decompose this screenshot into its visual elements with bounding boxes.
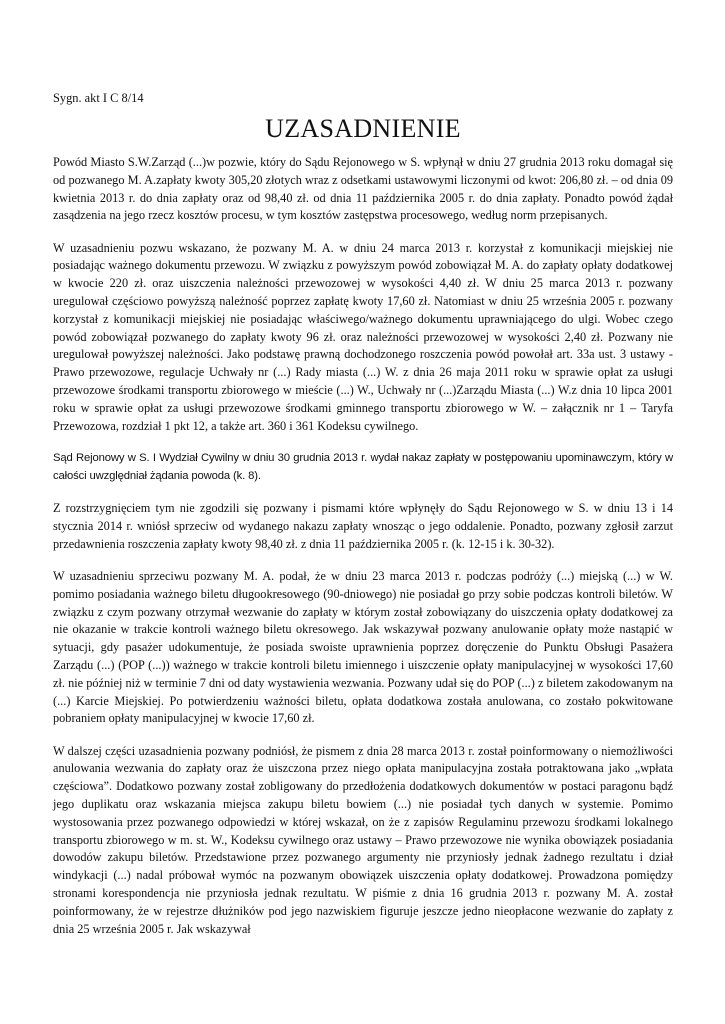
paragraph-claim: Powód Miasto S.W.Zarząd (...)w pozwie, który do Sądu Rejonowego w S. wpłynął w dniu 27 grudnia 2013 roku domagał się od pozwanego M. A.zapłaty kwoty 305,20 złotych wraz z odsetkami ustawowymi liczonymi od kwot: 206,80 zł. – od dnia 09 kwietnia 2013 r. do dnia zapłaty oraz od 98,40 zł. od dnia 11 października 2005 r. do dnia zapłaty. Ponadto powód żądał zasądzenia na jego rzecz kosztów procesu, w tym kosztów zastępstwa procesowego, według norm przepisanych.: [53, 155, 673, 223]
paragraph-payment-order: Sąd Rejonowy w S. I Wydział Cywilny w dniu 30 grudnia 2013 r. wydał nakaz zapłaty w postępowaniu upominawczym, który w całości uwzględniał żądania powoda (k. 8).: [53, 451, 673, 482]
paragraph-further-justification: W dalszej części uzasadnienia pozwany podniósł, że pismem z dnia 28 marca 2013 r. został poinformowany o niemożliwości anulowania wezwania do zapłaty oraz że uiszczona przez niego opłata manipulacyjna została potraktowana jako „wpłata częściowa”. Dodatkowo pozwany został zobligowany do przedłożenia dodatkowych dokumentów w postaci paragonu bądź jego duplikatu oraz wskazania miejsca zakupu biletu bowiem (...) nie posiadał tych danych w systemie. Pomimo wystosowania przez pozwanego odpowiedzi w której wskazał, on że z zapisów Regulaminu przewozu środkami lokalnego transportu zbiorowego w m. st. W., Kodeksu cywilnego oraz ustawy – Prawo przewozowe nie wynika obowiązek posiadania dowodów zakupu biletów. Przedstawione przez pozwanego argumenty nie przyniosły jednak żadnego rezultatu i dział windykacji (...) nadal próbował wymóc na pozwanym obowiązek uiszczenia opłaty dodatkowej. Prowadzona pomiędzy stronami korespondencja nie przyniosła jednak rezultatu. W piśmie z dnia 16 grudnia 2013 r. pozwany M. A. został poinformowany, że w rejestrze dłużników pod jego nazwiskiem figuruje jeszcze jedno nieopłacone wezwanie do zapłaty z dnia 25 września 2005 r. Jak wskazywał: [53, 743, 673, 936]
document-page: [53, 90, 673, 953]
paragraph-objection: Z rozstrzygnięciem tym nie zgodzili się pozwany i pismami które wpłynęły do Sądu Rejonowego w S. w dniu 13 i 14 stycznia 2014 r. wniósł sprzeciw od wydanego nakazu zapłaty wnosząc o jego oddalenie. Ponadto, pozwany zgłosił zarzut przedawnienia roszczenia zapłaty kwoty 98,40 zł. z dnia 11 października 2005 r. (k. 12-15 i k. 30-32).: [53, 501, 673, 551]
document-title: UZASADNIENIE: [265, 114, 461, 143]
case-signature: Sygn. akt I C 8/14: [53, 91, 144, 105]
paragraph-objection-justification: W uzasadnieniu sprzeciwu pozwany M. A. podał, że w dniu 23 marca 2013 r. podczas podróży (...) miejską (...) w W. pomimo posiadania ważnego biletu długookresowego (90-dniowego) nie posiadał go przy sobie podczas kontroli biletów. W związku z czym pozwany otrzymał wezwanie do zapłaty w którym został zobowiązany do uiszczenia opłaty dodatkowej za nie okazanie w trakcie kontroli ważnego biletu okresowego. Jak wskazywał pozwany anulowanie opłaty może nastąpić w sytuacji, gdy pasażer udokumentuje, że posiada swoiste uprawnienia poprzez doręczenie do Punktu Obsługi Pasażera Zarządu (...) (POP (...)) ważnego w trakcie kontroli biletu imiennego i uiszczenie opłaty manipulacyjnej w wysokości 17,60 zł. nie później niż w terminie 7 dni od daty wystawienia wezwania. Pozwany udał się do POP (...) z biletem zakodowanym na (...) Karcie Miejskiej. Po potwierdzeniu ważności biletu, opłata dodatkowa została anulowana, co zostało pokwitowane pobraniem opłaty manipulacyjnej w kwocie 17,60 zł.: [53, 568, 673, 726]
paragraph-claim-justification: W uzasadnieniu pozwu wskazano, że pozwany M. A. w dniu 24 marca 2013 r. korzystał z komunikacji miejskiej nie posiadając ważnego dokumentu przewozu. W związku z powyższym powód zobowiązał M. A. do zapłaty opłaty dodatkowej w kwocie 220 zł. oraz uiszczenia należności przewozowej w wysokości 4,40 zł. W dniu 25 marca 2013 r. pozwany uregulował częściowo powyższą należność poprzez zapłatę kwoty 17,60 zł. Natomiast w dniu 25 września 2005 r. pozwany korzystał z komunikacji miejskiej nie posiadając właściwego/ważnego dokumentu uprawniającego do ulgi. Wobec czego powód zobowiązał pozwanego do zapłaty kwoty 96 zł. oraz należności przewozowej w wysokości 2,40 zł. Pozwany nie uregulował powyższej należności. Jako podstawę prawną dochodzonego roszczenia powód powołał art. 33a ust. 3 ustawy - Prawo przewozowe, regulacje Uchwały nr (...) Rady miasta (...) W. z dnia 26 maja 2011 roku w sprawie opłat za usługi przewozowe środkami transportu zbiorowego w mieście (...) W., Uchwały nr (...)Zarządu Miasta (...) W.z dnia 10 lipca 2001 roku w sprawie opłat za usługi przewozowe środkami gminnego transportu zbiorowego w W. – załącznik nr 1 – Taryfa Przewozowa, rozdział 1 pkt 12, a także art. 360 i 361 Kodeksu cywilnego.: [53, 240, 673, 433]
